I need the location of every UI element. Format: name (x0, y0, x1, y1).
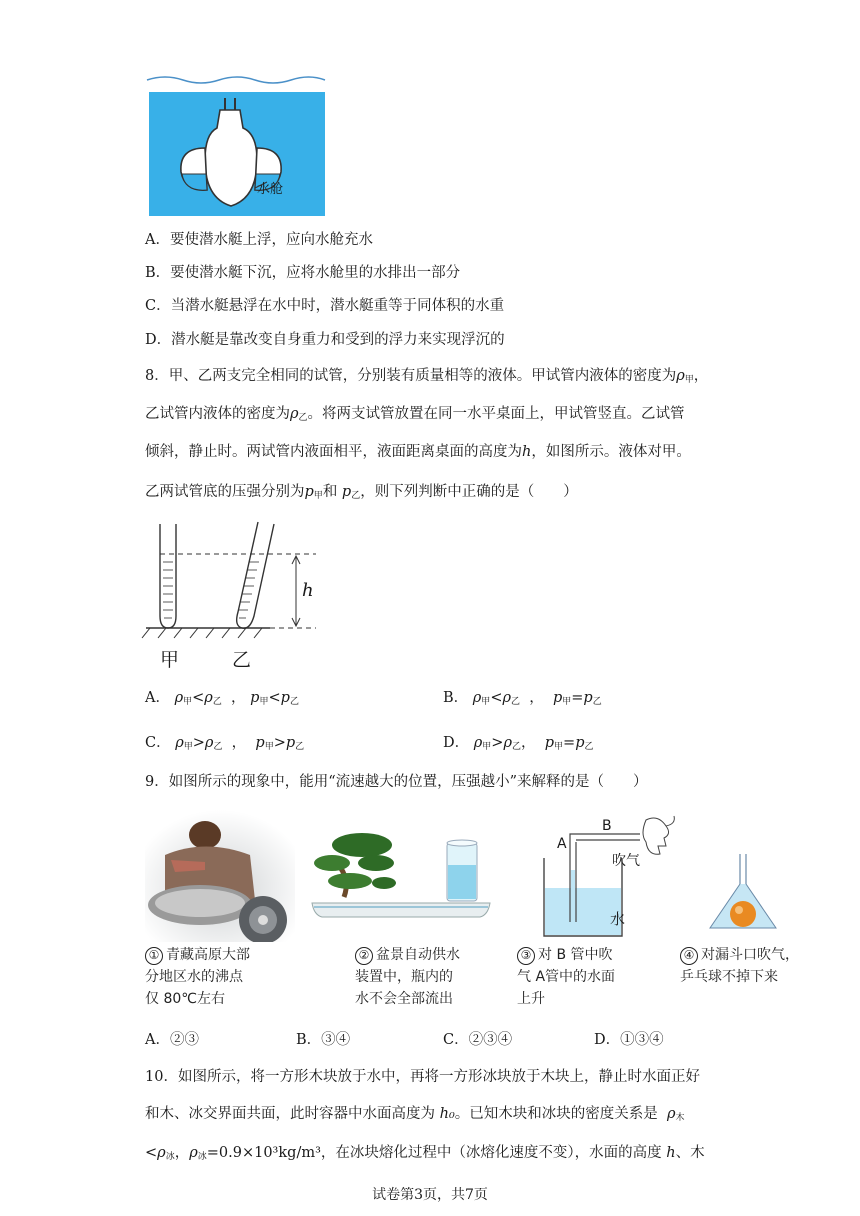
plateau-cooking-photo (145, 810, 295, 942)
water-tank-label: 水舱 (257, 182, 284, 197)
q9-option-a: A．②③ (145, 1032, 199, 1048)
q9-option-c: C．②③④ (443, 1032, 513, 1048)
q10-line1: 10．如图所示，将一方形木块放于水中，再将一方形冰块放于木块上，静止时水面正好 (145, 1069, 700, 1085)
q8-line2: 乙试管内液体的密度为$\rho_乙$。将两支试管放置在同一水平桌面上，甲试管竖直。乙试管 (145, 406, 685, 423)
q7-option-a: A．要使潜水艇上浮，应向水舱充水 (145, 232, 373, 248)
panel3-label-b: B (602, 818, 612, 834)
q7-option-b: B．要使潜水艇下沉，应将水舱里的水排出一部分 (145, 265, 461, 281)
q10-line3: $<\rho_冰$，$\rho_冰=0.9\times 10^3kg/m^3$，在冰块熔化过程中（冰熔化速度不变），水面的高度 h、木 (145, 1145, 705, 1162)
panel3-label-a: A (557, 836, 567, 852)
q8-option-c: C． $\rho_甲>\rho_乙$ ， $p_甲>p_乙$ (145, 735, 305, 752)
q9-question: 9．如图所示的现象中，能用“流速越大的位置，压强越小”来解释的是（ ） (145, 774, 648, 790)
q7-option-d: D．潜水艇是靠改变自身重力和受到的浮力来实现浮沉的 (145, 332, 505, 348)
q8-line4: 乙两试管底的压强分别为$p_甲$和 $p_乙$，则下列判断中正确的是（ ） (145, 484, 578, 501)
q8-option-b: B． $\rho_甲<\rho_乙$ ， $p_甲=p_乙$ (443, 690, 602, 707)
submarine-figure (145, 70, 330, 220)
fig-label-yi: 乙 (232, 649, 252, 671)
q9-option-b: B．③④ (296, 1032, 351, 1048)
funnel-pingpong (700, 850, 790, 940)
caption-2: ② 盆景自动供水 装置中，瓶内的 水不会全部流出 (355, 947, 460, 1007)
q8-option-d: D． $\rho_甲>\rho_乙$， $p_甲=p_乙$ (443, 735, 594, 752)
panel3-label-water: 水 (610, 910, 626, 928)
panel3-label-blow: 吹气 (612, 853, 640, 869)
q8-option-a: A． $\rho_甲<\rho_乙$ ， $p_甲<p_乙$ (145, 690, 299, 707)
q8-line1: 8．甲、乙两支完全相同的试管，分别装有质量相等的液体。甲试管内液体的密度为$\rho_甲$， (145, 368, 709, 385)
bonsai-water-supply (310, 825, 495, 940)
page-footer: 试卷第3页，共7页 (372, 1187, 488, 1203)
q10-line2: 和木、冰交界面共面，此时容器中水面高度为 h₀。已知木块和冰块的密度关系是 $\rho_木$ (145, 1106, 685, 1123)
caption-3: ③ 对 B 管中吹 气 A管中的水面 上升 (517, 947, 616, 1007)
q7-option-c: C．当潜水艇悬浮在水中时，潜水艇重等于同体积的水重 (145, 298, 505, 314)
caption-4: ④ 对漏斗口吹气， 乒乓球不掉下来 (680, 947, 799, 985)
q9-option-d: D．①③④ (594, 1032, 664, 1048)
fig-label-jia: 甲 (160, 649, 180, 671)
caption-1: ① 青藏高原大部 分地区水的沸点 仅 80℃左右 (145, 947, 250, 1007)
fig-label-h: h (302, 580, 314, 601)
q8-line3: 倾斜，静止时。两试管内液面相平，液面距离桌面的高度为h，如图所示。液体对甲。 (145, 444, 691, 460)
